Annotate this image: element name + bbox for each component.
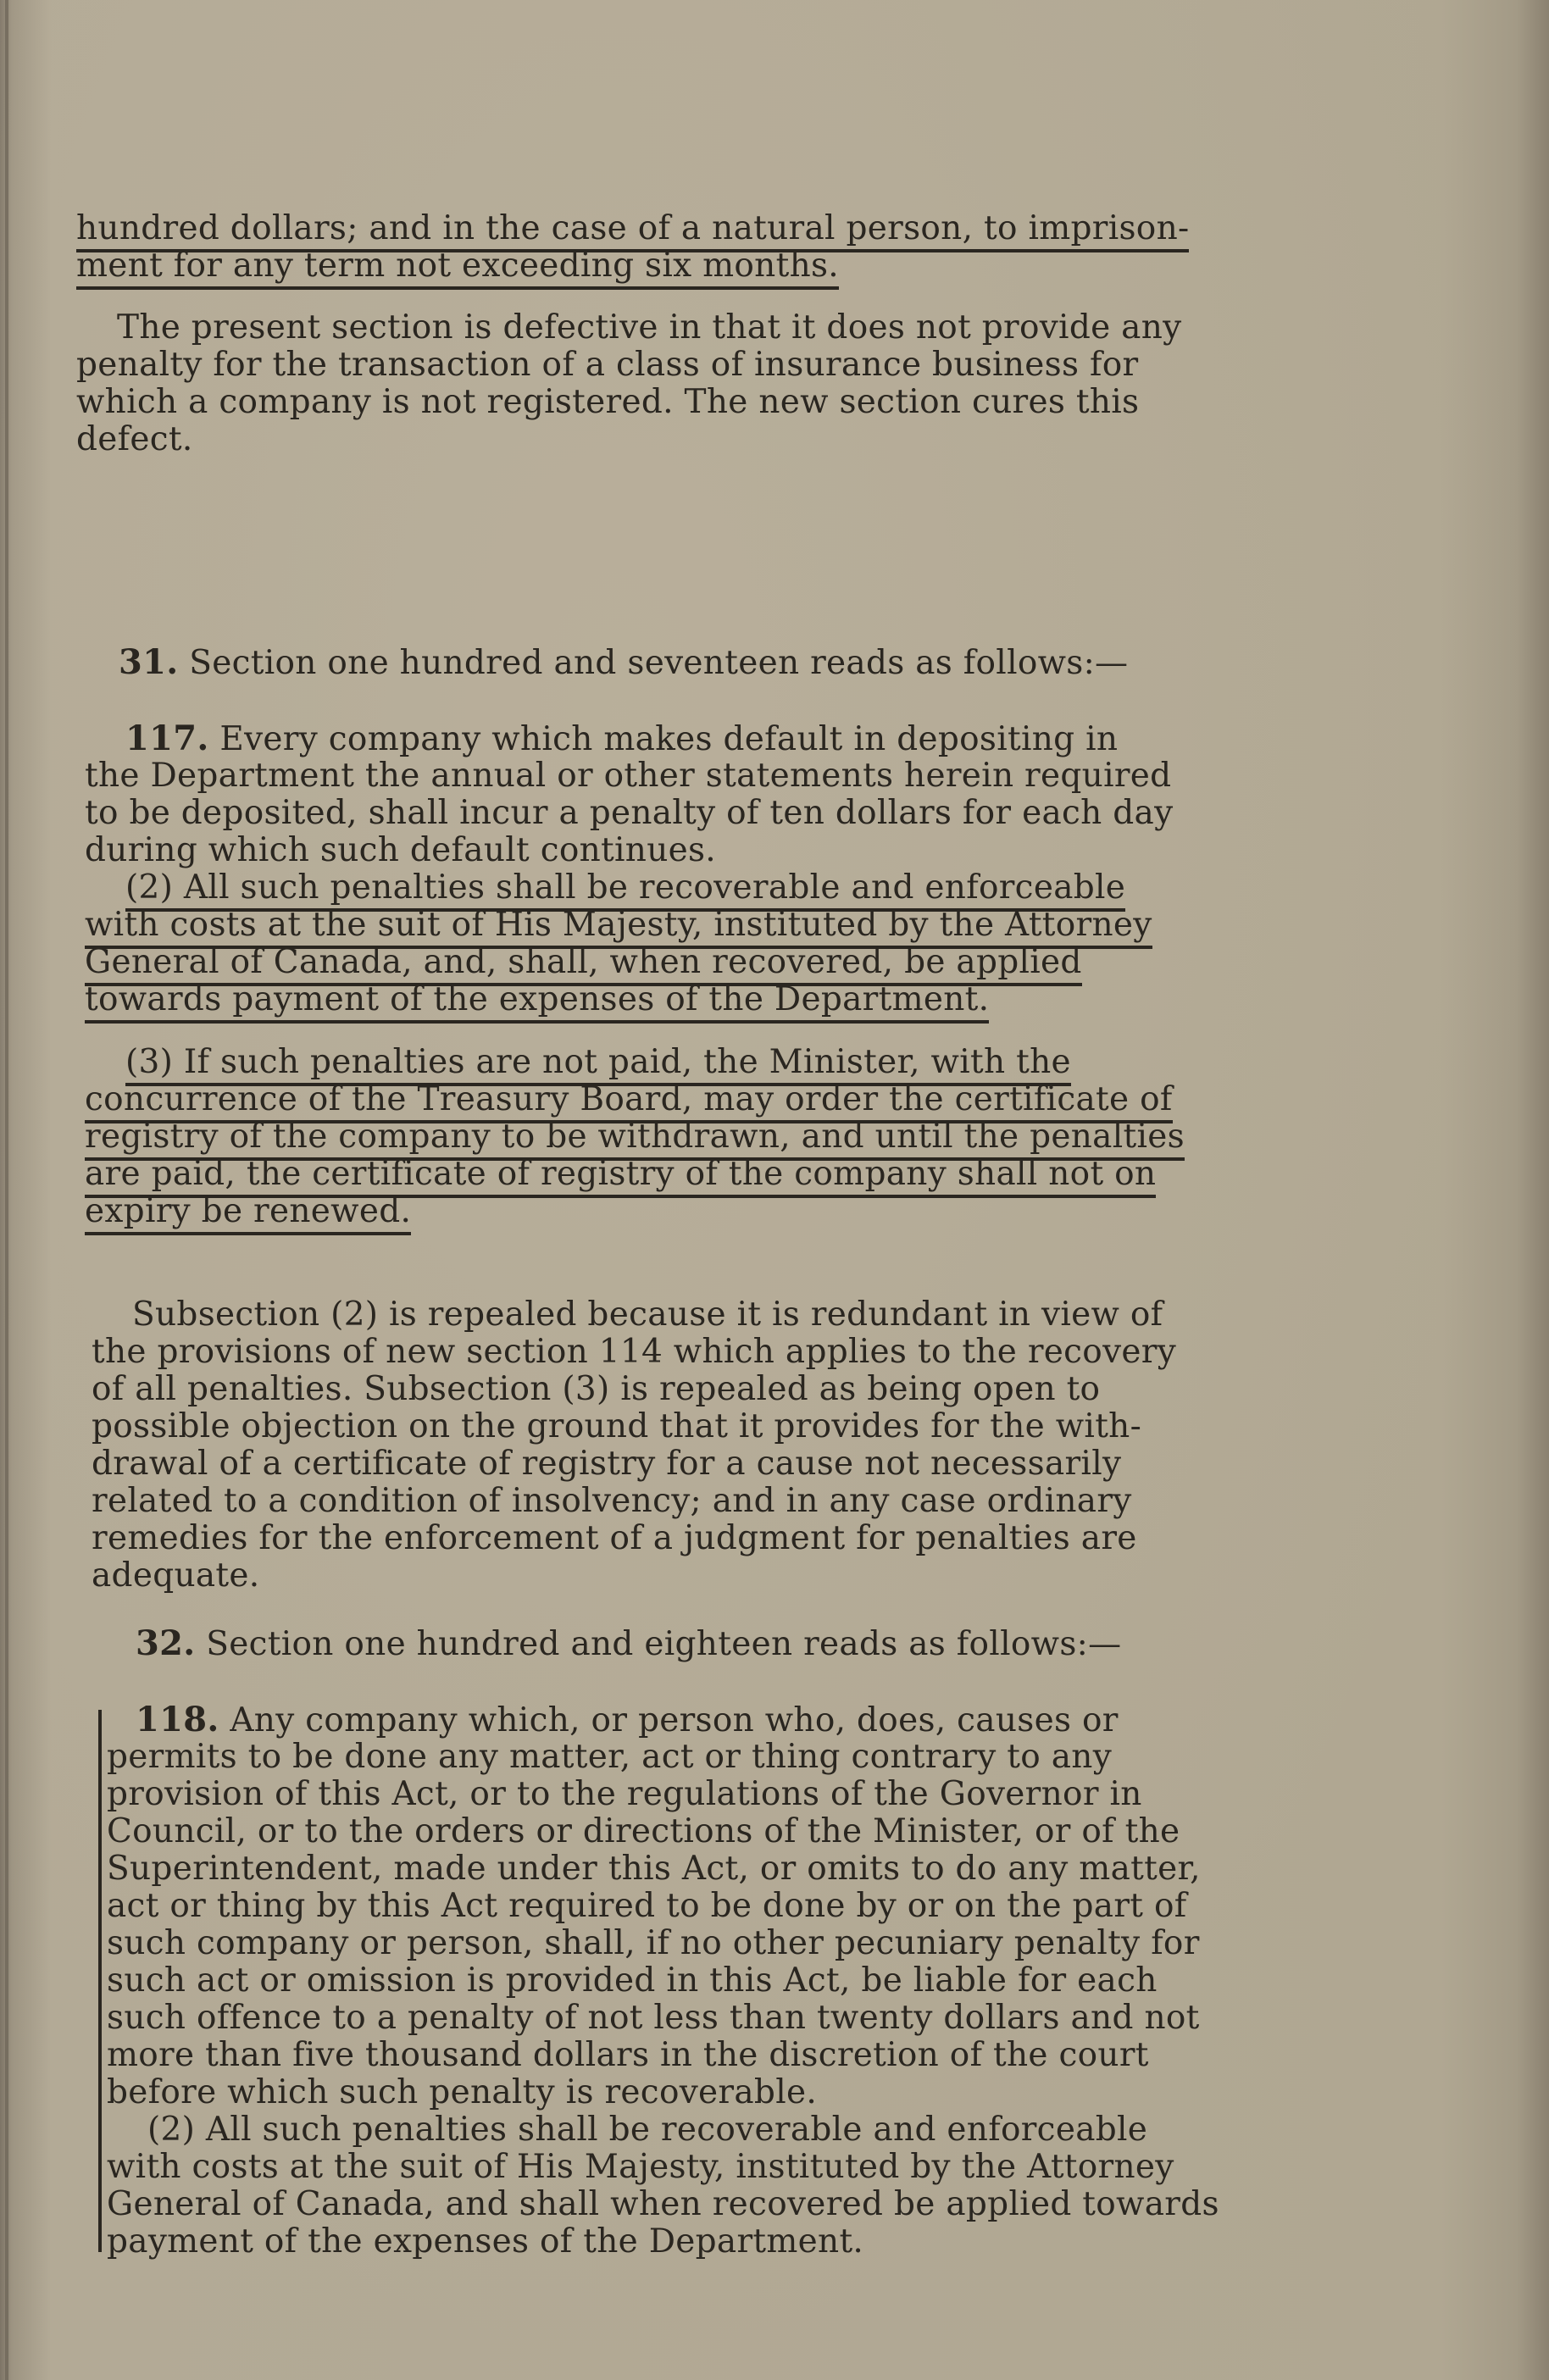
- binding-edge: [5, 0, 8, 2380]
- text-line: drawal of a certificate of registry for a cause not necessarily: [92, 1445, 1122, 1483]
- section-117: [85, 718, 1185, 1230]
- clause-text: Section one hundred and eighteen reads as follows:—: [206, 1625, 1122, 1663]
- text-line: permits to be done any matter, act or thing contrary to any: [107, 1738, 1113, 1776]
- text-line: General of Canada, and shall when recovered be applied towards: [107, 2185, 1219, 2223]
- struck-line: towards payment of the expenses of the Department.: [85, 981, 1169, 1018]
- text-line: such offence to a penalty of not less than twenty dollars and not: [107, 1999, 1200, 2037]
- struck-line: with costs at the suit of His Majesty, instituted by the Attorney: [85, 907, 1169, 944]
- text-line: possible objection on the ground that it provides for the with-: [92, 1407, 1142, 1445]
- clause-text: Section one hundred and seventeen reads as follows:—: [189, 644, 1129, 682]
- text-line: such act or omission is provided in this Act, be liable for each: [107, 1961, 1158, 2000]
- text-line: defect.: [76, 420, 193, 458]
- text-line: more than five thousand dollars in the discretion of the court: [107, 2036, 1149, 2074]
- text-line: The present section is defective in that it does not provide any: [117, 308, 1182, 347]
- struck-line: expiry be renewed.: [85, 1193, 1169, 1230]
- text-line: Any company which, or person who, does, causes or: [230, 1701, 1119, 1739]
- section-number: 118.: [136, 1700, 219, 1739]
- text-line: before which such penalty is recoverable.: [107, 2073, 818, 2111]
- text-line: provision of this Act, or to the regulations of the Governor in: [107, 1775, 1142, 1813]
- text-line: the Department the annual or other statements herein required: [85, 757, 1172, 795]
- text-line: Every company which makes default in depositing in: [219, 720, 1119, 758]
- text-line: hundred dollars; and in the case of a natural person, to imprison-: [76, 210, 1161, 247]
- section-number: 117.: [125, 718, 209, 758]
- clause-32-heading: [136, 1625, 1220, 1662]
- text-line: Superintendent, made under this Act, or omits to do any matter,: [107, 1850, 1201, 1888]
- text-line: (2) All such penalties shall be recoverable and enforceable: [147, 2111, 1148, 2149]
- struck-line: registry of the company to be withdrawn, and until the penalties: [85, 1118, 1169, 1156]
- explanatory-note-1: [76, 308, 1182, 458]
- text-line: remedies for the enforcement of a judgment for penalties are: [92, 1519, 1137, 1557]
- text-line: of all penalties. Subsection (3) is repealed as being open to: [92, 1370, 1101, 1408]
- text-line: to be deposited, shall incur a penalty of ten dollars for each day: [85, 794, 1174, 832]
- text-line: the provisions of new section 114 which applies to the recovery: [92, 1333, 1177, 1371]
- struck-line: concurrence of the Treasury Board, may order the certificate of: [85, 1081, 1169, 1118]
- section-118: [107, 1700, 1219, 2261]
- text-line: adequate.: [92, 1556, 260, 1595]
- margin-bar: [98, 1710, 102, 2252]
- text-line: penalty for the transaction of a class of insurance business for: [76, 346, 1139, 384]
- text-line: with costs at the suit of His Majesty, instituted by the Attorney: [107, 2148, 1174, 2186]
- text-line: related to a condition of insolvency; and in any case ordinary: [92, 1482, 1132, 1520]
- text-line: such company or person, shall, if no other pecuniary penalty for: [107, 1924, 1200, 1962]
- text-line: Subsection (2) is repealed because it is redundant in view of: [132, 1295, 1163, 1334]
- clause-number: 32.: [136, 1623, 196, 1663]
- clause-number: 31.: [119, 642, 179, 682]
- struck-line: (3) If such penalties are not paid, the Minister, with the: [85, 1044, 1169, 1081]
- struck-line: (2) All such penalties shall be recoverable and enforceable: [85, 869, 1169, 907]
- top-fragment: [76, 209, 1190, 285]
- text-line: payment of the expenses of the Department.: [107, 2222, 864, 2261]
- text-line: which a company is not registered. The new section cures this: [76, 383, 1140, 421]
- struck-line: General of Canada, and, shall, when recovered, be applied: [85, 944, 1169, 981]
- text-line: during which such default continues.: [85, 831, 717, 869]
- clause-31-heading: [119, 644, 1203, 681]
- explanatory-note-2: [92, 1296, 1176, 1595]
- text-line: Council, or to the orders or directions of the Minister, or of the: [107, 1812, 1180, 1850]
- struck-line: are paid, the certificate of registry of the company shall not on: [85, 1156, 1169, 1193]
- text-line: act or thing by this Act required to be done by or on the part of: [107, 1887, 1187, 1925]
- text-line: ment for any term not exceeding six months.: [76, 247, 1161, 285]
